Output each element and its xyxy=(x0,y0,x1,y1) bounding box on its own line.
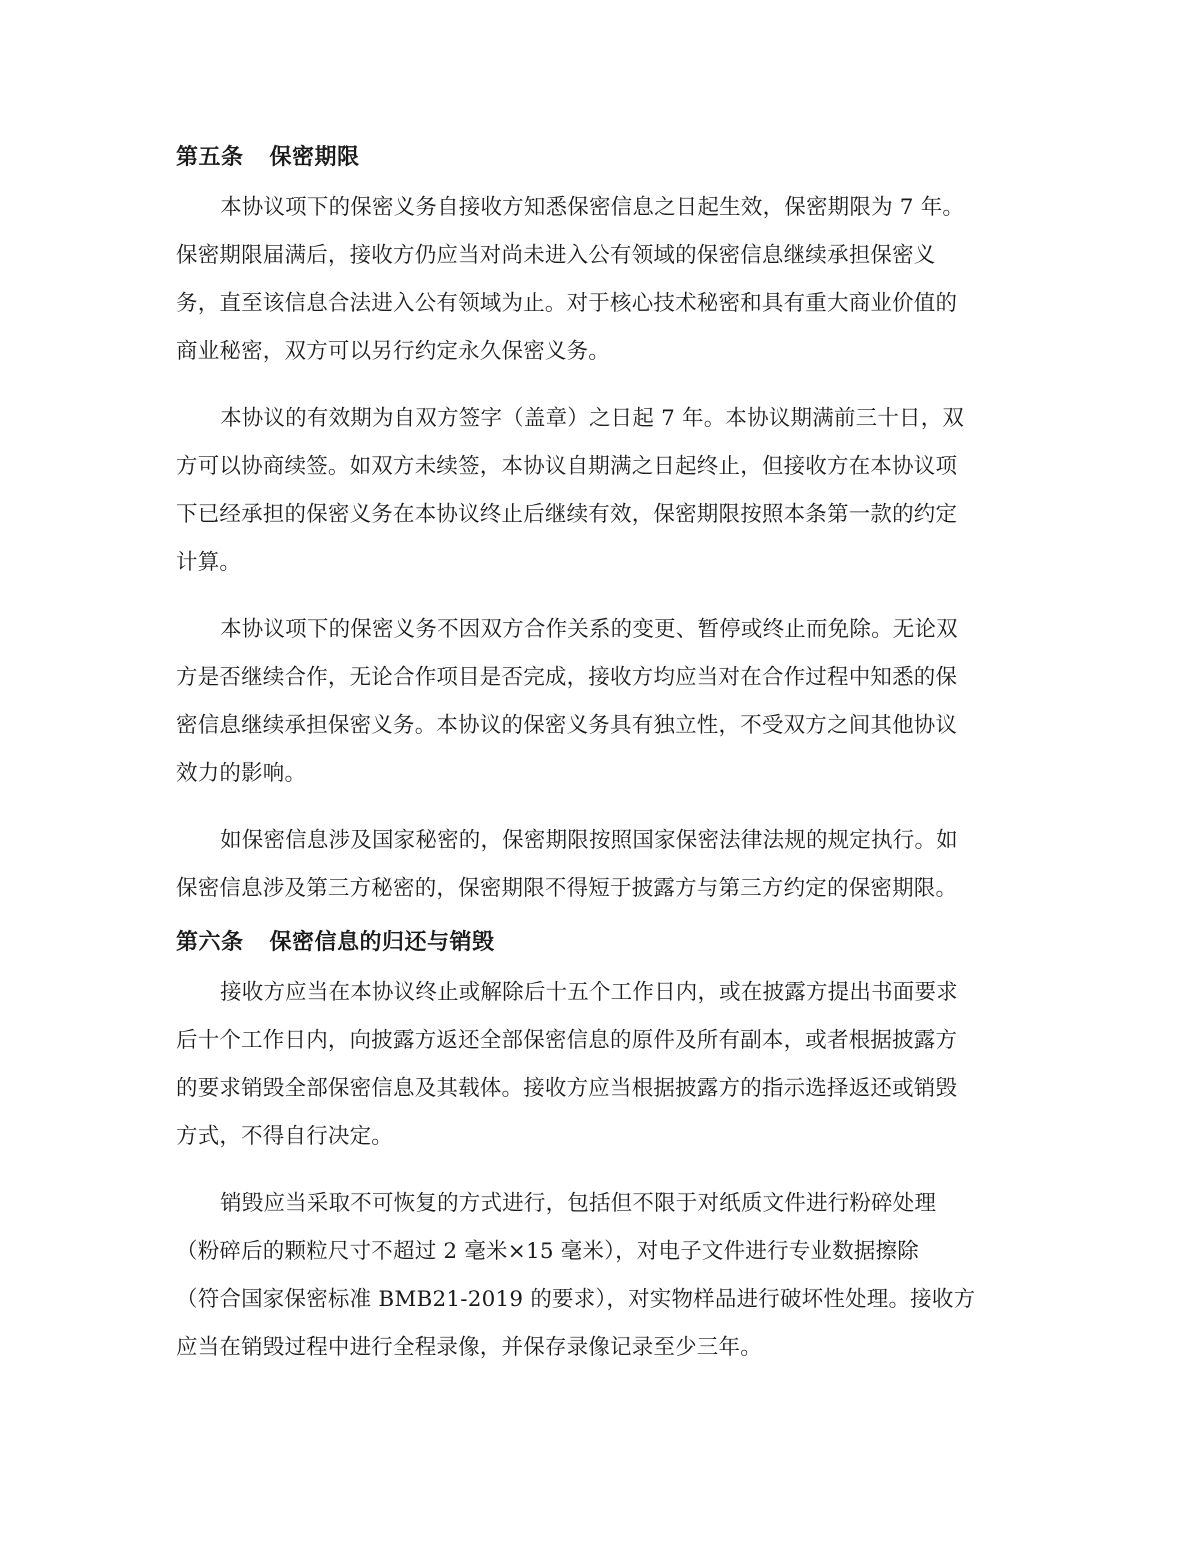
text-line: 方可以协商续签。如双方未续签，本协议自期满之日起终止，但接收方在本协议项 xyxy=(176,454,958,479)
text-line: 的要求销毁全部保密信息及其载体。接收方应当根据披露方的指示选择返还或销毁 xyxy=(176,1076,958,1101)
article-6-heading xyxy=(176,925,1028,961)
document-body xyxy=(176,140,1028,1372)
article-6-paragraph-1 xyxy=(176,969,1028,1161)
text-line: 务，直至该信息合法进入公有领域为止。对于核心技术秘密和具有重大商业价值的 xyxy=(176,291,958,316)
text-line: 本协议项下的保密义务自接收方知悉保密信息之日起生效，保密期限为 7 年。 xyxy=(220,195,965,220)
text-line: 保密期限届满后，接收方仍应当对尚未进入公有领域的保密信息继续承担保密义 xyxy=(176,243,936,268)
article-6-number: 第六条 xyxy=(176,930,244,955)
text-line: 接收方应当在本协议终止或解除后十五个工作日内，或在披露方提出书面要求 xyxy=(220,980,958,1005)
article-5-title: 保密期限 xyxy=(269,145,360,170)
article-5-paragraph-4 xyxy=(176,817,1028,913)
text-line: 计算。 xyxy=(176,550,242,575)
text-line: 密信息继续承担保密义务。本协议的保密义务具有独立性，不受双方之间其他协议 xyxy=(176,713,958,738)
text-line: 方是否继续合作，无论合作项目是否完成，接收方均应当对在合作过程中知悉的保 xyxy=(176,665,958,690)
article-5-paragraph-3 xyxy=(176,606,1028,798)
text-line: 方式，不得自行决定。 xyxy=(176,1124,394,1149)
article-5-heading xyxy=(176,140,1028,176)
text-line: （符合国家保密标准 BMB21-2019 的要求），对实物样品进行破坏性处理。接收方 xyxy=(176,1287,976,1312)
text-line: 效力的影响。 xyxy=(176,761,307,786)
text-line: 后十个工作日内，向披露方返还全部保密信息的原件及所有副本，或者根据披露方 xyxy=(176,1028,958,1053)
article-5 xyxy=(176,140,1028,913)
text-line: 商业秘密，双方可以另行约定永久保密义务。 xyxy=(176,339,611,364)
article-5-number: 第五条 xyxy=(176,145,244,170)
article-5-paragraph-2 xyxy=(176,395,1028,587)
text-line: 应当在销毁过程中进行全程录像，并保存录像记录至少三年。 xyxy=(176,1335,762,1360)
text-line: 如保密信息涉及国家秘密的，保密期限按照国家保密法律法规的规定执行。如 xyxy=(220,828,958,853)
text-line: （粉碎后的颗粒尺寸不超过 2 毫米×15 毫米），对电子文件进行专业数据擦除 xyxy=(176,1239,919,1264)
text-line: 下已经承担的保密义务在本协议终止后继续有效，保密期限按照本条第一款的约定 xyxy=(176,502,958,527)
text-line: 保密信息涉及第三方秘密的，保密期限不得短于披露方与第三方约定的保密期限。 xyxy=(176,876,958,901)
text-line: 销毁应当采取不可恢复的方式进行，包括但不限于对纸质文件进行粉碎处理 xyxy=(220,1191,937,1216)
article-6-paragraph-2 xyxy=(176,1180,1028,1372)
text-line: 本协议的有效期为自双方签字（盖章）之日起 7 年。本协议期满前三十日，双 xyxy=(220,406,965,431)
article-6-title: 保密信息的归还与销毁 xyxy=(269,930,495,955)
article-6 xyxy=(176,925,1028,1372)
article-5-paragraph-1 xyxy=(176,184,1028,376)
text-line: 本协议项下的保密义务不因双方合作关系的变更、暂停或终止而免除。无论双 xyxy=(220,617,958,642)
